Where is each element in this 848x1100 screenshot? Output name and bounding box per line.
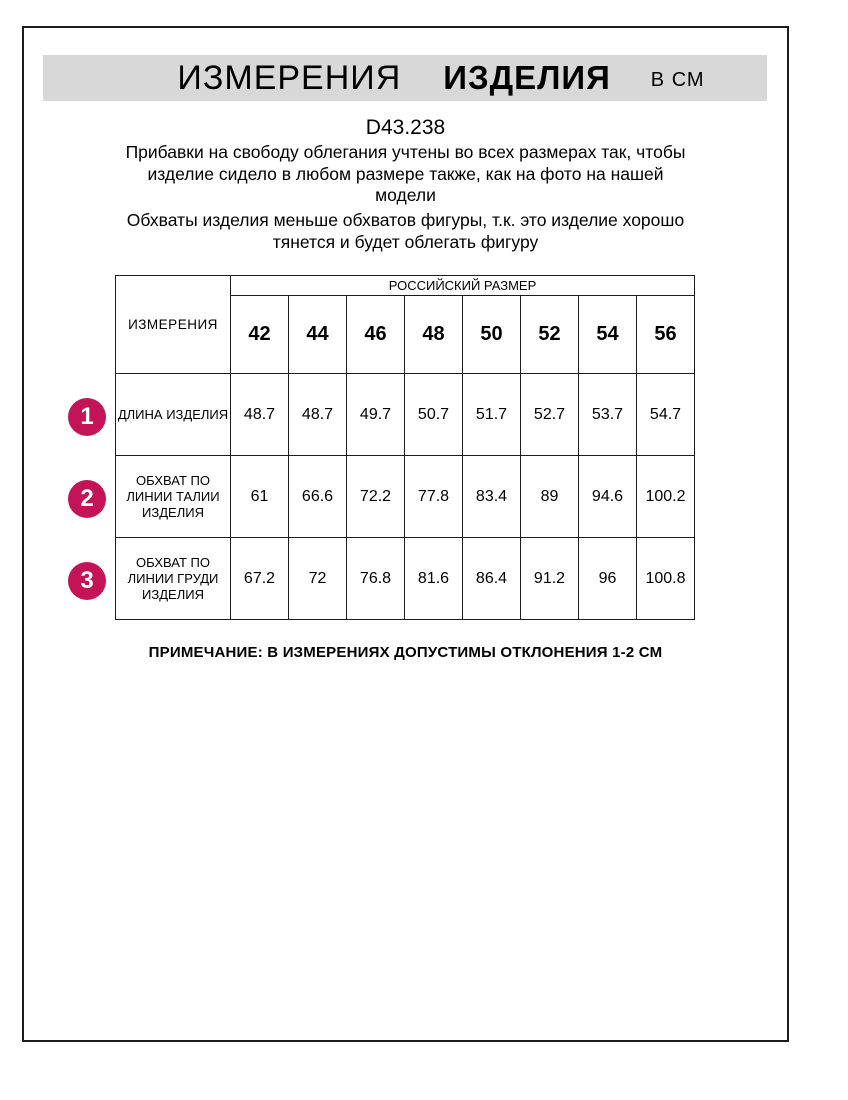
cell-value: 100.8 (637, 538, 695, 620)
cell-value: 61 (231, 456, 289, 538)
cell-value: 91.2 (521, 538, 579, 620)
row-number-badge-3: 3 (68, 562, 106, 600)
stretch-note-line: тянется и будет облегать фигуру (272, 231, 539, 252)
cell-value: 86.4 (463, 538, 521, 620)
paragraph-stretch-note (24, 210, 787, 253)
paragraph-fit-note (24, 142, 787, 207)
size-header: 42 (231, 296, 289, 374)
cell-value: 77.8 (405, 456, 463, 538)
row-label: ОБХВАТ ПО ЛИНИИ ГРУДИ ИЗДЕЛИЯ (116, 538, 231, 620)
cell-value: 53.7 (579, 374, 637, 456)
table-row-waist (116, 456, 695, 538)
size-table-zone (24, 275, 787, 625)
row-label: ОБХВАТ ПО ЛИНИИ ТАЛИИ ИЗДЕЛИЯ (116, 456, 231, 538)
size-header: 48 (405, 296, 463, 374)
tolerance-note: ПРИМЕЧАНИЕ: В ИЗМЕРЕНИЯХ ДОПУСТИМЫ ОТКЛОНЕНИЯ 1-2 СМ (148, 644, 663, 661)
title-units: В СМ (650, 68, 705, 91)
cell-value: 67.2 (231, 538, 289, 620)
row-label: ДЛИНА ИЗДЕЛИЯ (116, 374, 231, 456)
cell-value: 48.7 (231, 374, 289, 456)
title-word-product: ИЗДЕЛИЯ (443, 59, 611, 96)
title-word-measurements: ИЗМЕРЕНИЯ (177, 58, 402, 97)
size-header: 46 (347, 296, 405, 374)
cell-value: 89 (521, 456, 579, 538)
cell-value: 76.8 (347, 538, 405, 620)
document-frame (22, 26, 789, 1042)
article-code: D43.238 (365, 116, 446, 139)
table-row-chest (116, 538, 695, 620)
row-number-badge-2: 2 (68, 480, 106, 518)
title-band (43, 55, 767, 101)
cell-value: 51.7 (463, 374, 521, 456)
size-header: 54 (579, 296, 637, 374)
cell-value: 48.7 (289, 374, 347, 456)
cell-value: 66.6 (289, 456, 347, 538)
size-header: 56 (637, 296, 695, 374)
cell-value: 50.7 (405, 374, 463, 456)
fit-note-line: модели (375, 185, 436, 205)
cell-value: 54.7 (637, 374, 695, 456)
cell-value: 94.6 (579, 456, 637, 538)
cell-value: 52.7 (521, 374, 579, 456)
cell-value: 72 (289, 538, 347, 620)
stretch-note-line: Обхваты изделия меньше обхватов фигуры, т.к. это изделие хорошо (126, 210, 685, 230)
table-row-length (116, 374, 695, 456)
fit-note-line: изделие сидело в любом размере также, как на фото на нашей (147, 163, 664, 184)
cell-value: 81.6 (405, 538, 463, 620)
size-table (115, 275, 695, 620)
table-group-header: РОССИЙСКИЙ РАЗМЕР (231, 276, 695, 296)
cell-value: 100.2 (637, 456, 695, 538)
cell-value: 49.7 (347, 374, 405, 456)
cell-value: 83.4 (463, 456, 521, 538)
table-corner-header: ИЗМЕРЕНИЯ (116, 276, 231, 374)
cell-value: 72.2 (347, 456, 405, 538)
row-number-badge-1: 1 (68, 398, 106, 436)
size-header: 44 (289, 296, 347, 374)
fit-note-line: Прибавки на свободу облегания учтены во всех размерах так, чтобы (125, 142, 686, 162)
size-header: 50 (463, 296, 521, 374)
size-header: 52 (521, 296, 579, 374)
cell-value: 96 (579, 538, 637, 620)
